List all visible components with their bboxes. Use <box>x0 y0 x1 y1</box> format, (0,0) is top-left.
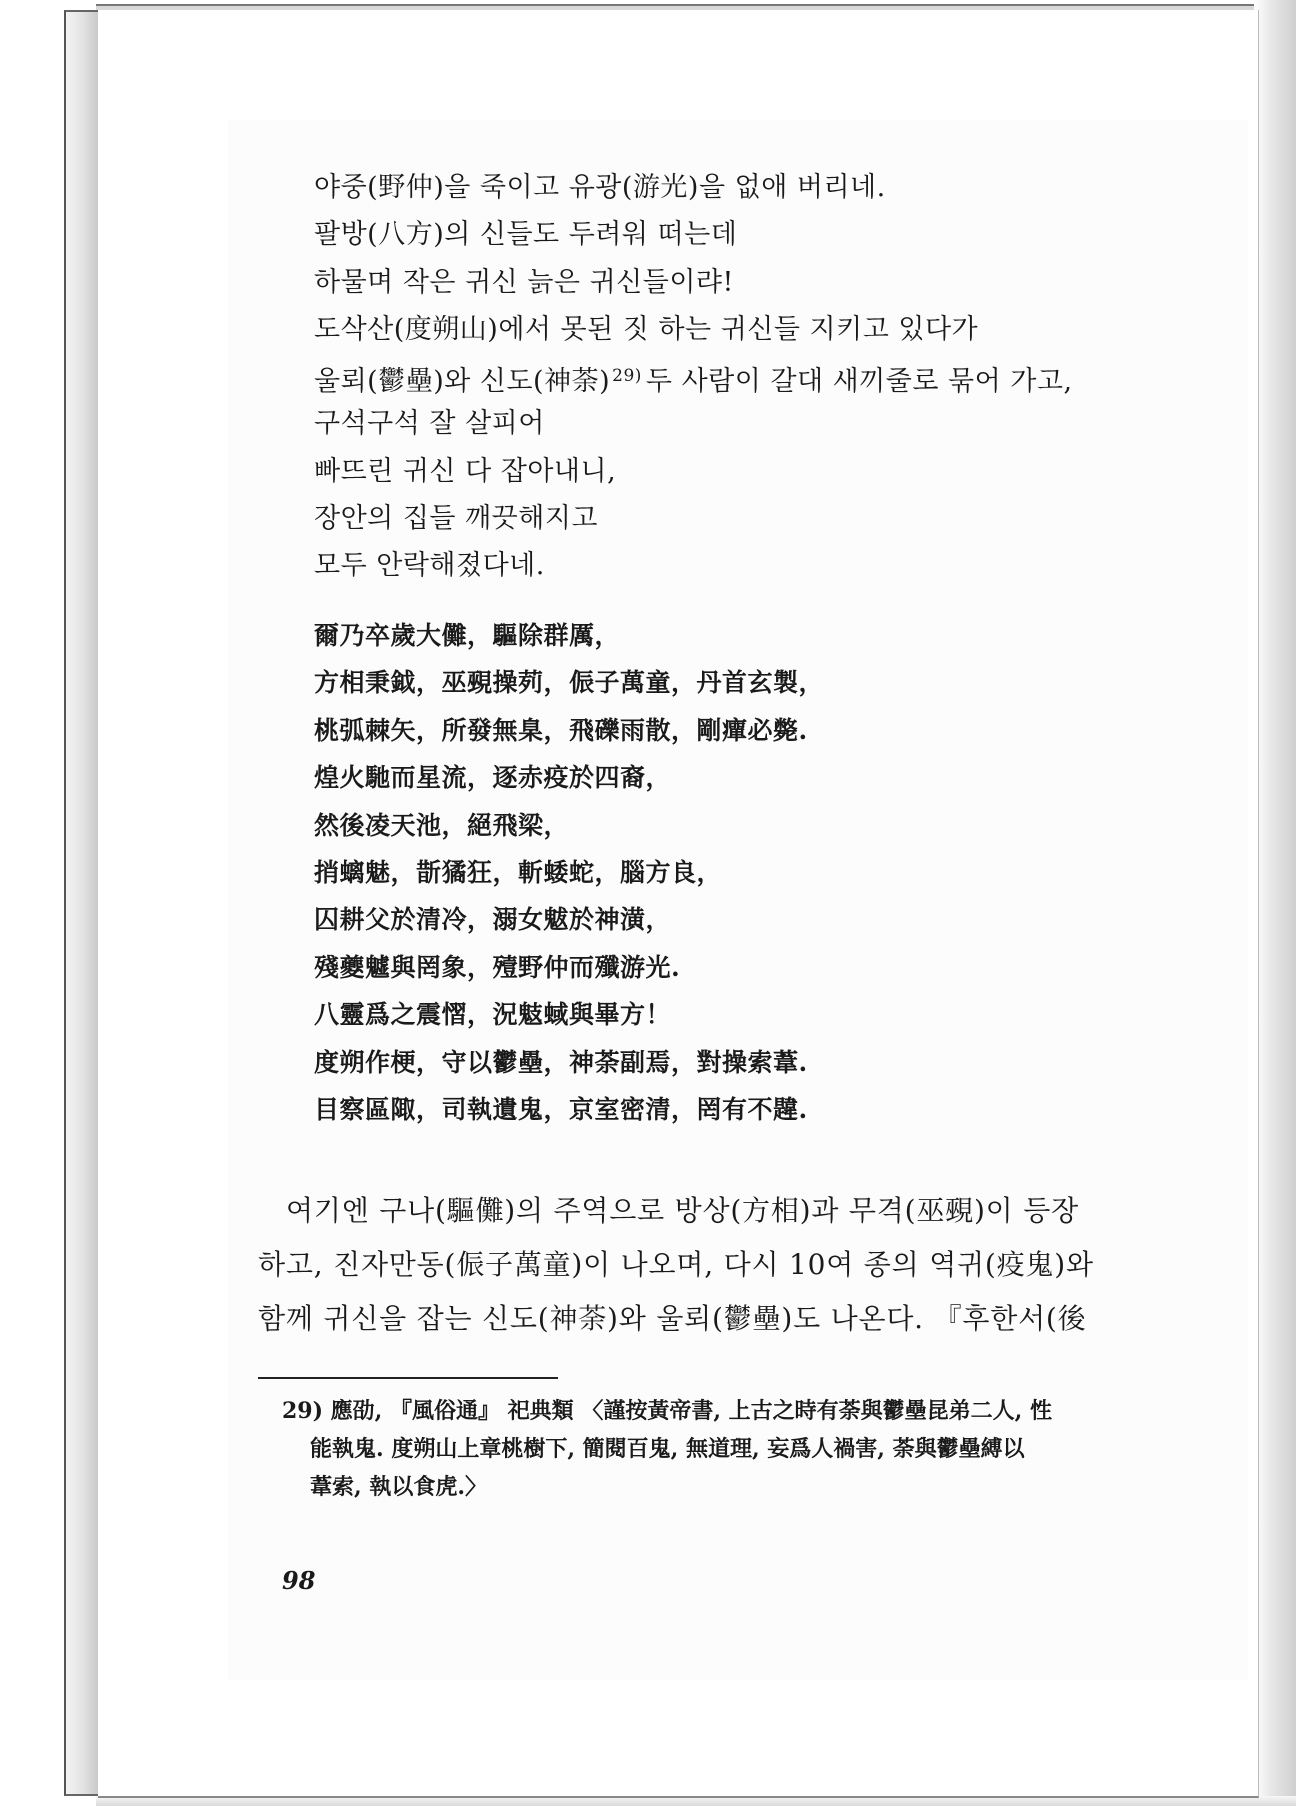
footnote-line: 29) 應劭, 『風俗通』 祀典類 〈謹按黃帝書, 上古之時有荼與鬱壘昆弟二人, 性 <box>282 1398 1052 1424</box>
poem-line: 殘夔魖與罔象，殪野仲而殲游光. <box>314 952 681 982</box>
book-right-shadow <box>1254 0 1296 1806</box>
book-spine-edge <box>64 10 98 1796</box>
poem-line: 桃弧棘矢，所發無臬，飛礫雨散，剛癉必斃. <box>314 715 808 745</box>
poem-line: 度朔作梗，守以鬱壘，神荼副焉，對操索葦. <box>314 1047 808 1077</box>
poem-line <box>314 353 1134 400</box>
poem-line: 구석구석 잘 살피어 <box>314 408 545 440</box>
poem-line-segment: 두 사람이 갈대 새끼줄로 묶어 가고, <box>645 366 1073 398</box>
footnote-line: 葦索, 執以食虎.〉 <box>310 1474 487 1500</box>
poem-line: 야중(野仲)을 죽이고 유광(游光)을 없애 버리네. <box>314 172 886 203</box>
poem-line-segment: 울뢰(鬱壘)와 신도(神荼) <box>314 366 611 398</box>
poem-line: 모두 안락해졌다네. <box>314 550 545 582</box>
poem-line: 囚耕父於清冷，溺女魃於神潢， <box>314 905 672 935</box>
poem-line: 八靈爲之震慴，況鬾蜮與畢方！ <box>314 1000 672 1030</box>
paragraph-line: 하고, 진자만동(侲子萬童)이 나오며, 다시 10여 종의 역귀(疫鬼)와 <box>258 1248 1094 1281</box>
korean-poem-block <box>314 164 1134 590</box>
footnote <box>282 1392 1152 1506</box>
poem-line: 팔방(八方)의 신들도 두려워 떠는데 <box>314 219 738 251</box>
paragraph-line: 여기엔 구나(驅儺)의 주역으로 방상(方相)과 무격(巫覡)이 등장 <box>286 1194 1079 1227</box>
poem-line: 然後凌天池，絕飛梁， <box>314 810 570 840</box>
footnote-separator <box>258 1377 558 1379</box>
body-paragraph <box>258 1184 1138 1346</box>
poem-line: 目察區陬，司執遺鬼，京室密清，罔有不韙. <box>314 1094 808 1124</box>
footnote-line: 能執鬼. 度朔山上章桃樹下, 簡閱百鬼, 無道理, 妄爲人禍害, 荼與鬱壘縛以 <box>310 1436 1025 1462</box>
poem-line: 方相秉鉞，巫覡操茢，侲子萬童，丹首玄製， <box>314 668 825 698</box>
poem-line: 도삭산(度朔山)에서 못된 짓 하는 귀신들 지키고 있다가 <box>314 313 979 345</box>
poem-line: 捎螭魅，斮獝狂，斬蜲蛇，腦方良， <box>314 857 723 887</box>
page-number: 98 <box>282 1566 316 1595</box>
chinese-poem-block <box>314 612 1134 1133</box>
paragraph-line: 함께 귀신을 잡는 신도(神荼)와 울뢰(鬱壘)도 나온다. 『후한서(後 <box>258 1302 1087 1335</box>
poem-line: 爾乃卒歲大儺，驅除群厲， <box>314 621 621 650</box>
poem-line: 하물며 작은 귀신 늙은 귀신들이랴! <box>314 266 734 298</box>
poem-line: 장안의 집들 깨끗해지고 <box>314 503 598 535</box>
footnote-marker[interactable]: 29) <box>612 366 642 387</box>
poem-line: 煌火馳而星流，逐赤疫於四裔， <box>314 763 672 793</box>
poem-line: 빠뜨린 귀신 다 잡아내니, <box>314 455 617 487</box>
